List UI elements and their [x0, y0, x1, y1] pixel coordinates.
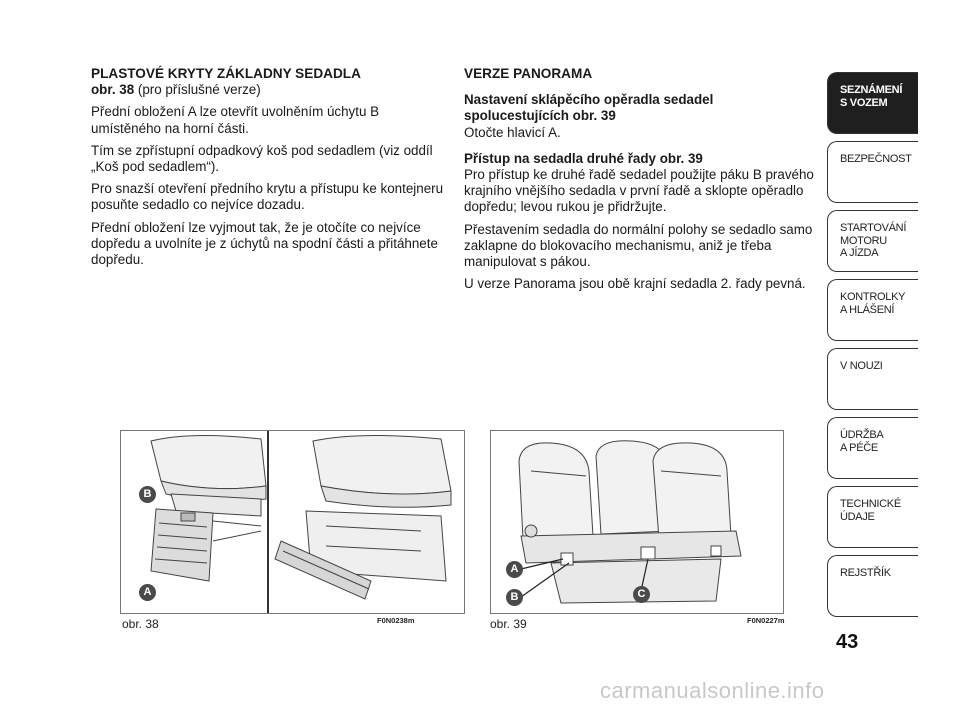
- tab-label: V NOUZI: [840, 360, 883, 372]
- tab-bezpecnost[interactable]: [827, 141, 918, 203]
- figure-38-seat-base-cover: [120, 430, 465, 614]
- paragraph: Přestavením sedadla do normální polohy se sedadlo samo zaklapne do blokovacího mechanismu, aniž je třeba manipulovat s pákou.: [464, 221, 813, 270]
- tab-label: REJSTŘÍK: [840, 567, 891, 579]
- panorama-seats-illustration: [491, 431, 783, 613]
- figure-39-caption: obr. 39: [490, 617, 527, 631]
- page-number: 43: [836, 631, 859, 653]
- figure-ref-bold: obr. 38: [91, 82, 135, 98]
- tab-label: TECHNICKÉ ÚDAJE: [840, 498, 901, 523]
- label-c-badge: C: [633, 586, 650, 603]
- seat-base-illustration: [121, 431, 464, 613]
- paragraph: Přední obložení lze vyjmout tak, že je otočíte co nejvíce dopředu a uvolníte je z úchytů na spodní části a přitáhnete dopředu.: [91, 219, 438, 268]
- tab-label: SEZNÁMENÍ S VOZEM: [840, 84, 903, 109]
- label-a-badge: A: [506, 561, 523, 578]
- watermark: carmanualsonline.info: [600, 678, 825, 703]
- tab-udrzba[interactable]: [827, 417, 918, 479]
- figure-39-code: F0N0227m: [747, 616, 785, 625]
- tab-startovani[interactable]: [827, 210, 918, 272]
- paragraph: U verze Panorama jsou obě krajní sedadla 2. řady pevná.: [464, 276, 806, 292]
- figure-reference: [91, 82, 446, 98]
- tab-technicke[interactable]: [827, 486, 918, 548]
- tab-kontrolky[interactable]: [827, 279, 918, 341]
- tab-v-nouzi[interactable]: [827, 348, 918, 410]
- chapter-tabs: [827, 72, 918, 624]
- paragraph: Otočte hlavicí A.: [464, 124, 561, 140]
- right-column: [464, 66, 819, 298]
- paragraph: Pro přístup ke druhé řadě sedadel použijte páku B pravého krajního vnějšího sedadla v první řadě a sklopte opěradlo dopředu; levou rukou je přidržujte.: [464, 167, 814, 215]
- tab-label: KONTROLKY A HLÁŠENÍ: [840, 291, 906, 316]
- figure-38-caption: obr. 38: [122, 617, 159, 631]
- tab-label: ÚDRŽBA A PÉČE: [840, 429, 884, 454]
- paragraph: Tím se zpřístupní odpadkový koš pod sedadlem (viz oddíl „Koš pod sedadlem“).: [91, 142, 433, 175]
- figure-38-code: F0N0238m: [377, 616, 415, 625]
- paragraph: Pro snazší otevření předního krytu a přístupu ke kontejneru posuňte sedadlo co nejvíce dozadu.: [91, 181, 444, 213]
- label-a-badge: A: [139, 584, 156, 601]
- figure-39-panorama-seats: [490, 430, 784, 614]
- section-title-seat-covers: PLASTOVÉ KRYTY ZÁKLADNY SEDADLA: [91, 66, 361, 81]
- label-b-badge: B: [139, 486, 156, 503]
- tab-label: BEZPEČNOST: [840, 153, 912, 165]
- tab-rejstrik[interactable]: [827, 555, 918, 617]
- tab-seznameni[interactable]: [827, 72, 918, 134]
- section-title-panorama: VERZE PANORAMA: [464, 66, 593, 81]
- subheading-backrest: Nastavení sklápěcího opěradla sedadel spolucestujících obr. 39: [464, 92, 714, 124]
- figure-ref-note: (pro příslušné verze): [134, 82, 261, 98]
- subheading-second-row: Přístup na sedadla druhé řady obr. 39: [464, 150, 703, 166]
- left-column: [91, 66, 446, 274]
- label-b-badge: B: [506, 589, 523, 606]
- paragraph: Přední obložení A lze otevřít uvolněním úchytu B umístěného na horní části.: [91, 104, 380, 136]
- tab-label: STARTOVÁNÍ MOTORU A JÍZDA: [840, 222, 907, 259]
